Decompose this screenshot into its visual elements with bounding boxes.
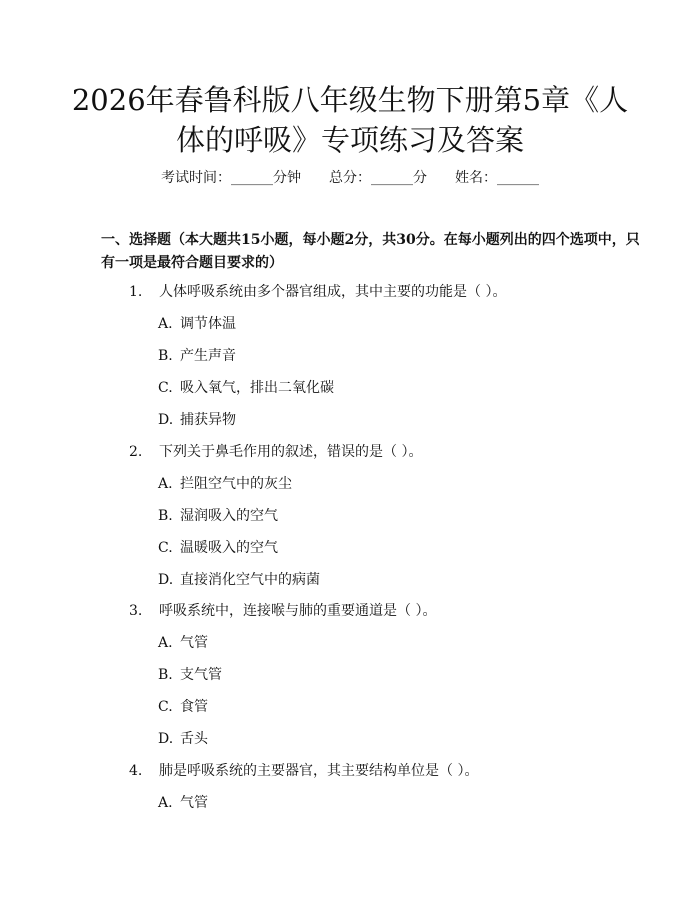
option-letter: C. (158, 699, 173, 715)
question-text: 人体呼吸系统由多个器官组成，其中主要的功能是（ ）。 (159, 284, 507, 300)
question-4 (129, 761, 478, 781)
question-text: 呼吸系统中，连接喉与肺的重要通道是（ ）。 (159, 603, 437, 619)
option-letter: A. (158, 795, 173, 811)
option-4-a (158, 793, 208, 813)
option-2-b (158, 506, 278, 526)
option-text: 食管 (180, 699, 208, 715)
question-1 (129, 282, 506, 302)
option-text: 舌头 (180, 731, 208, 747)
option-text: 拦阻空气中的灰尘 (180, 476, 292, 492)
option-2-a (158, 474, 292, 494)
question-3 (129, 601, 436, 621)
option-letter: C. (158, 380, 173, 396)
option-letter: B. (158, 667, 173, 683)
page-title (60, 80, 640, 160)
option-text: 调节体温 (180, 316, 236, 332)
option-1-b (158, 346, 236, 366)
option-3-a (158, 633, 208, 653)
option-1-d (158, 410, 236, 430)
section-heading: 一、选择题（本大题共15小题，每小题2分，共30分。在每小题列出的四个选项中，只有一项是最符合题目要求的） (101, 232, 640, 271)
option-1-c (158, 378, 334, 398)
option-letter: A. (158, 476, 173, 492)
option-letter: C. (158, 540, 173, 556)
option-text: 捕获异物 (180, 412, 236, 428)
exam-meta-line: 考试时间：______分钟 总分：______分 姓名：______ (161, 170, 539, 186)
option-2-c (158, 538, 278, 558)
option-2-d (158, 570, 320, 590)
option-3-d (158, 729, 208, 749)
option-letter: A. (158, 316, 173, 332)
option-3-b (158, 665, 222, 685)
option-letter: A. (158, 635, 173, 651)
question-number: 4. (129, 763, 143, 779)
option-letter: D. (158, 572, 174, 588)
question-number: 3. (129, 603, 143, 619)
option-text: 产生声音 (180, 348, 236, 364)
option-letter: B. (158, 508, 173, 524)
question-text: 下列关于鼻毛作用的叙述，错误的是（ ）。 (159, 444, 423, 460)
question-number: 2. (129, 444, 143, 460)
question-2 (129, 442, 422, 462)
option-letter: B. (158, 348, 173, 364)
question-number: 1. (129, 284, 143, 300)
option-1-a (158, 314, 236, 334)
option-letter: D. (158, 412, 174, 428)
option-text: 支气管 (180, 667, 222, 683)
title-line-1: 2026年春鲁科版八年级生物下册第5章《人 (71, 83, 629, 117)
option-text: 直接消化空气中的病菌 (180, 572, 320, 588)
option-text: 气管 (180, 795, 208, 811)
title-line-2: 体的呼吸》专项练习及答案 (175, 123, 524, 157)
option-text: 温暖吸入的空气 (180, 540, 278, 556)
option-text: 湿润吸入的空气 (180, 508, 278, 524)
question-text: 肺是呼吸系统的主要器官，其主要结构单位是（ ）。 (159, 763, 479, 779)
option-3-c (158, 697, 208, 717)
option-text: 吸入氧气，排出二氧化碳 (180, 380, 334, 396)
option-letter: D. (158, 731, 174, 747)
option-text: 气管 (180, 635, 208, 651)
